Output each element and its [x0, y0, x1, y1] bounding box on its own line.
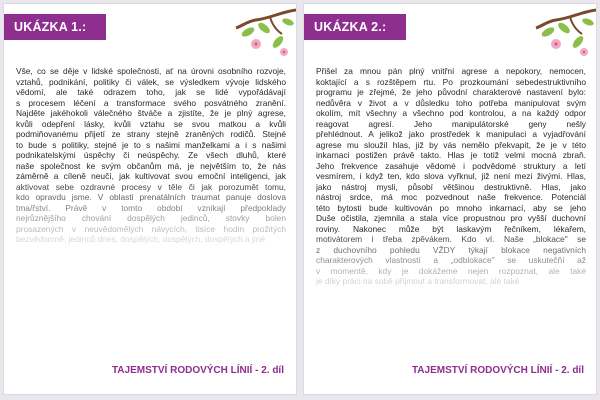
text-line: vesmírem, i když ten, kdo slova vyřknul, již není mezi živými. Hlas, [316, 171, 586, 181]
text-line: je díky práci na sobě přijmout a transformovat, ale také [316, 276, 520, 286]
text-line: aktivovat sebe ozdravné procesy v těle či jak porozumět tomu, [16, 181, 286, 192]
text-line: jako nástroj mysli, působí většinou destruktivně. Hlas, jako [316, 181, 586, 192]
text-line: záměrně a cíleně neučí, jak kultivovat svou emoční inteligenci, jak [16, 171, 286, 181]
text-line: reagovat agresí. Jeho manipulátorské geny nešly [316, 118, 586, 129]
text-line: agrese mu sloužil hlas, již by vás nemělo překvapit, že je v této [316, 139, 586, 150]
text-line: přehlédnout. A jelikož jako prostředek k manipulaci a vyjadřování [316, 129, 586, 139]
text-line: Vše, co se děje v lidské společnosti, ať na úrovni osobního rozvoje, [16, 66, 286, 76]
text-line: Jeho frekvence zasahuje vědomé i podvědomé struktury a letí [316, 160, 586, 171]
excerpt-page-2 [303, 3, 597, 395]
text-line: bezvědomně, jedinců dnes, dospělých, dospělých, dospělých a jiné [16, 234, 266, 244]
book-title-footer: TAJEMSTVÍ RODOVÝCH LÍNIÍ - 2. díl [411, 365, 584, 376]
blossom-branch-icon [226, 4, 296, 60]
text-line: v momentě, kdy je dokážeme nejen rozpoznat, ale také [316, 265, 586, 276]
text-line: motivátorem i třeba zpěvákem. Kdo ví. Naše „blokace" se [316, 234, 586, 244]
text-line: charakterových vlastností a „odblokace" se uskutečňí až [316, 255, 586, 265]
text-line: podnikatelskými úspěchy či neúspěchy. Ze všech dluhů, které [16, 150, 286, 160]
text-line: kdo opravdu jsme. V oblasti prenatálních traumat panuje doslova [16, 192, 286, 202]
blossom-branch-icon [526, 4, 596, 60]
text-line: prosazených v neuvědomělých návycích, tisíce hodin prožitých [16, 223, 286, 234]
text-line: okolím, mít všechny a všechno pod kontrolou, a na každý odpor [316, 108, 586, 118]
excerpt-body-text [316, 66, 586, 287]
text-line: nástroj srdce, má moc pozvednout naše frekvence. Potenciál [316, 192, 586, 202]
text-line: naše společnost ke svým občanům má, je největším to, že nás [16, 160, 286, 171]
text-line: nejrůznějšího chování dospělých jedinců, stovky bolen [16, 213, 286, 223]
text-line: roviny. Nakonec může být laskavým řečníkem, lékařem, [316, 223, 586, 234]
text-line: tma/řství. Právě v tomto období vznikají předpoklady [16, 202, 286, 213]
excerpt-body-text [16, 66, 286, 245]
excerpt-badge: UKÁZKA 2.: [304, 14, 406, 40]
text-line: Přišel za mnou pán plný vnitřní agrese a nepokory, nemocen, [316, 66, 586, 76]
text-line: programu je zřejmé, že jeho původní charakterové nastavení bylo: [316, 87, 586, 97]
text-line: koktající a s rozštěpem rtu. Po prozkoumání sebedestruktivního [316, 76, 586, 87]
text-line: Duše očistila, zjemnila a stala více propustnou pro vyšší duchovní [316, 213, 586, 223]
text-line: nedůvěra v život a v důsledku toho potřeba manipulovat svým [316, 97, 586, 108]
text-line: s procesem léčení a transformace svého posvátného zranění. [16, 97, 286, 108]
excerpt-page-1 [3, 3, 297, 395]
text-line: Najděte jakéhokoli válečného štváče a zjistíte, že je plný agrese, [16, 108, 286, 118]
excerpt-badge: UKÁZKA 1.: [4, 14, 106, 40]
text-line: to bude s politiky, stejné je to s našimi manželkami a i s našimi [16, 139, 286, 150]
text-line: této bytosti bude kultivován po mnoho inkarnací, aby se jeho [316, 202, 586, 213]
text-line: z duchovního pohledu VŽDY týkají blokace negativních [316, 244, 586, 255]
text-line: vědomí, ale také odrazem toho, jak se lidé vypořádávají [16, 87, 286, 97]
text-line: kvůli odepření lásky, kvůli vztahu se svou matkou a kvůli [16, 118, 286, 129]
text-line: vztahů, podnikání, politiky či válek, se výsledkem vývoje lidského [16, 76, 286, 87]
text-line: inkarnaci postižen právě takto. Hlas je totiž velmi mocná zbraň. [316, 150, 586, 160]
text-line: podmiňovanému přijetí ze strany stejně zraněných rodičů. Stejné [16, 129, 286, 139]
book-title-footer: TAJEMSTVÍ RODOVÝCH LÍNIÍ - 2. díl [111, 365, 284, 376]
